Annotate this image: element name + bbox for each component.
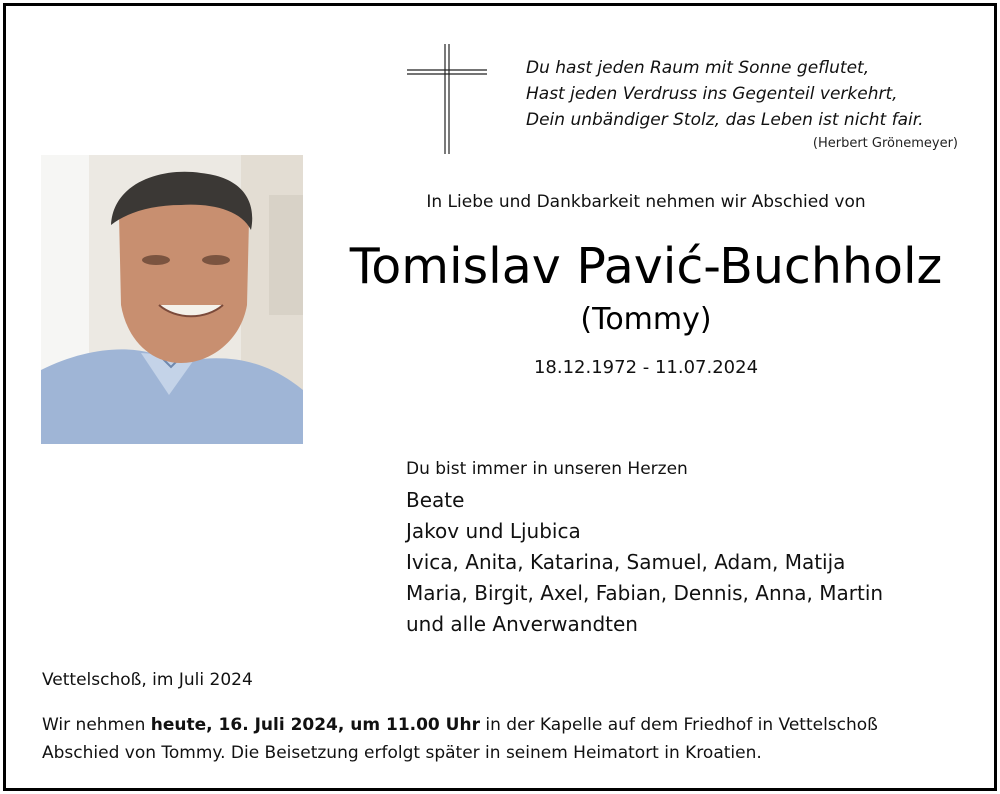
heart-line: Du bist immer in unseren Herzen [406,459,688,479]
funeral-notice [42,711,982,767]
intro-text: In Liebe und Dankbarkeit nehmen wir Abschied von [426,192,866,212]
place-date: Vettelschoß, im Juli 2024 [42,670,253,690]
cross-icon [405,42,489,156]
notice-date-time: heute, 16. Juli 2024, um 11.00 Uhr [150,715,480,735]
portrait-photo [41,155,303,444]
poem-source: (Herbert Grönemeyer) [812,136,958,151]
family-member: Ivica, Anita, Katarina, Samuel, Adam, Matija [406,550,846,574]
notice-prefix: Wir nehmen [42,715,151,735]
notice-line-2: Abschied von Tommy. Die Beisetzung erfolgt später in seinem Heimatort in Kroatien. [42,743,762,763]
family-member: Jakov und Ljubica [406,519,581,543]
life-dates: 18.12.1972 - 11.07.2024 [533,357,759,378]
poem-line: Dein unbändiger Stolz, das Leben ist nicht fair. [526,110,924,130]
poem [526,55,976,133]
portrait-image [41,155,303,444]
deceased-nickname: (Tommy) [580,302,712,337]
family-member: Maria, Birgit, Axel, Fabian, Dennis, Anna, Martin [406,581,884,605]
notice-location: in der Kapelle auf dem Friedhof in Vettelschoß [479,715,878,735]
family-list [406,459,966,640]
poem-line: Du hast jeden Raum mit Sonne geflutet, [526,58,870,78]
poem-line: Hast jeden Verdruss ins Gegenteil verkehrt, [526,84,898,104]
deceased-name: Tomislav Pavić-Buchholz [349,238,943,295]
family-member: und alle Anverwandten [406,612,638,636]
family-member: Beate [406,488,465,512]
obituary-notice [3,3,997,791]
